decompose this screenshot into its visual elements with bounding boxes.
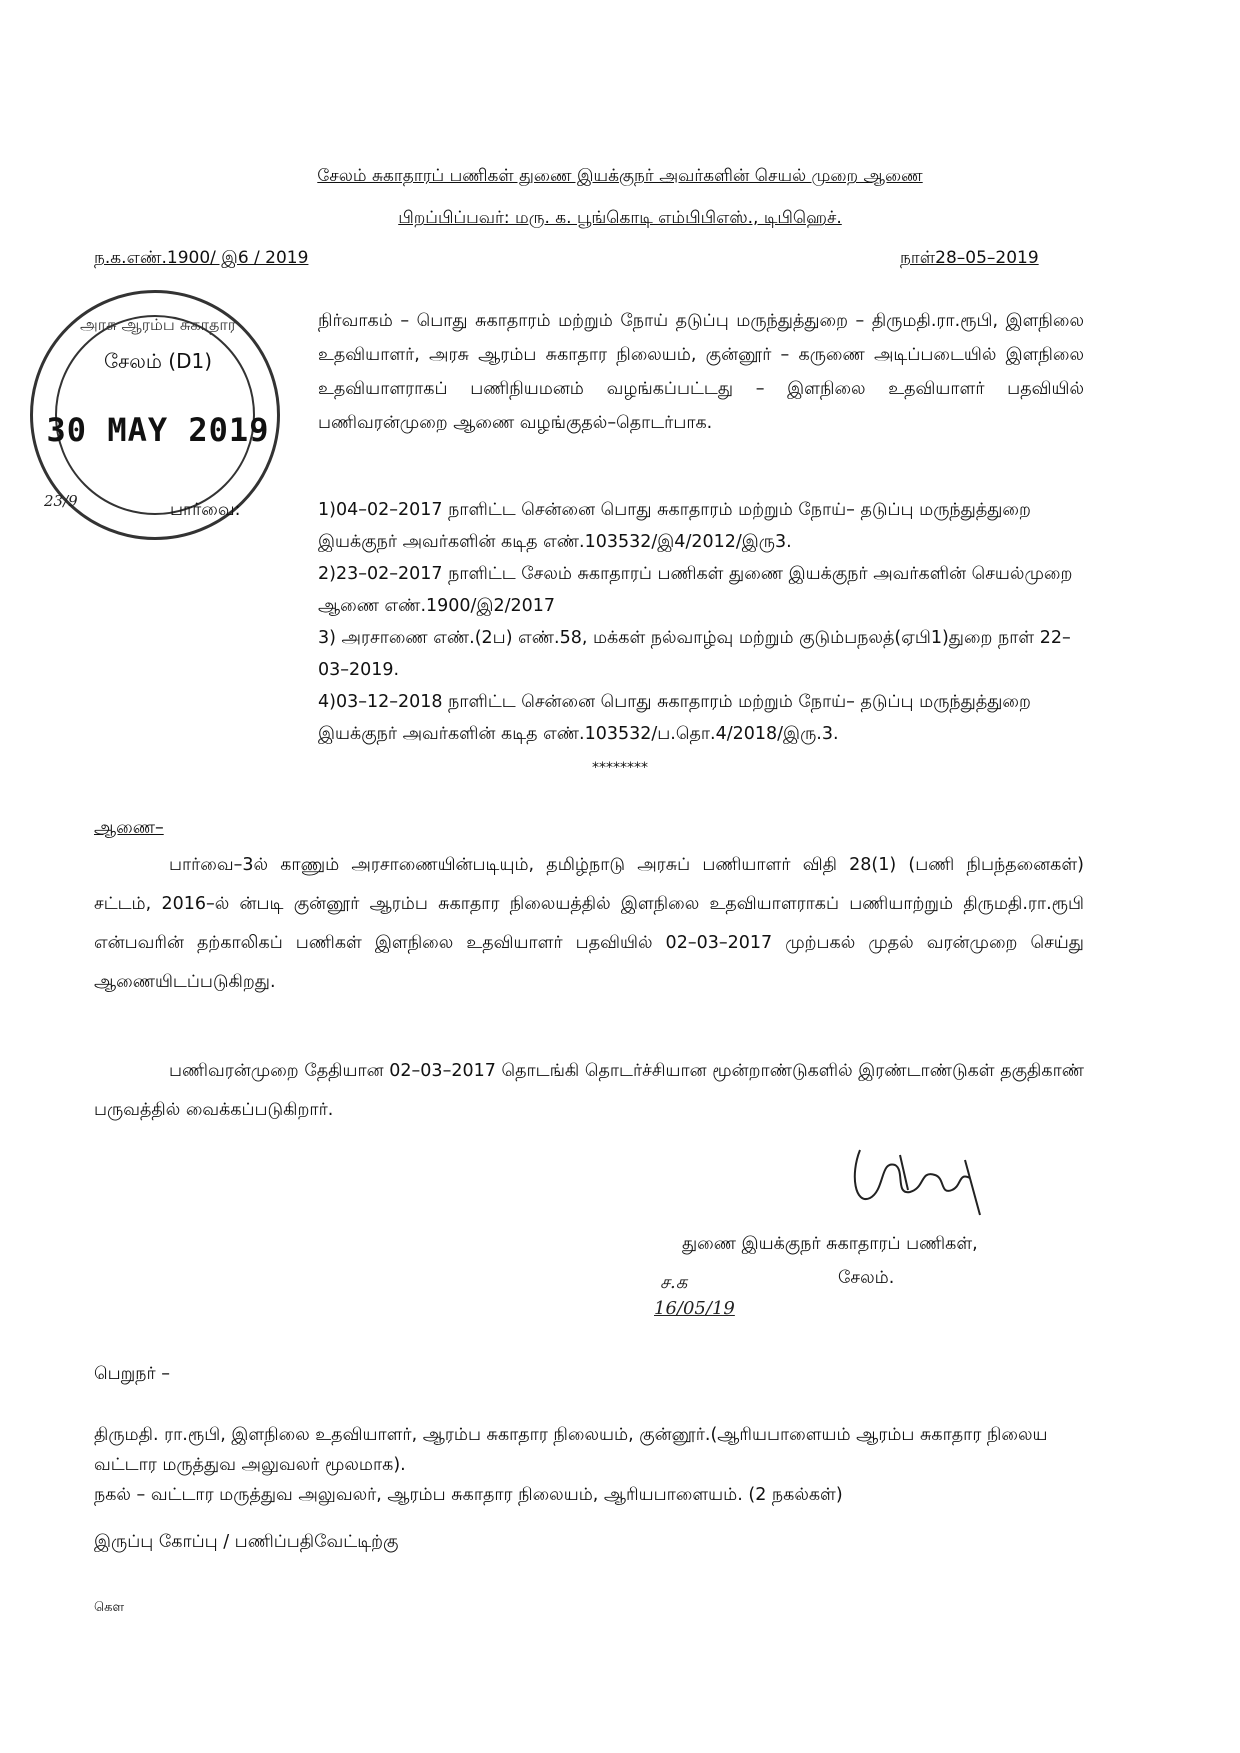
reference-item: 3) அரசாணை எண்.(2ப) எண்.58, மக்கள் நல்வாழ்வு மற்றும் குடும்பநலத்(ஏபி1)துறை நாள் 22–03–2019. — [318, 628, 1071, 680]
signature — [840, 1120, 990, 1220]
document-title: சேலம் சுகாதாரப் பணிகள் துணை இயக்குநர் அவர்களின் செயல் முறை ஆணை — [317, 166, 923, 186]
recipient-item: திருமதி. ரா.ரூபி, இளநிலை உதவியாளர், ஆரம்ப சுகாதார நிலையம், குன்னூர்.(ஆரியபாளையம் ஆரம்ப சுகாதார நிலைய வட்டார மருத்துவ அலுவலர் மூலமாக). — [94, 1425, 1048, 1475]
file-copy-line: இருப்பு கோப்பு / பணிப்பதிவேட்டிற்கு — [94, 1532, 399, 1552]
stamp-place: சேலம் (D1) — [103, 349, 213, 373]
order-heading: ஆணை– — [94, 818, 164, 838]
stamp-arc-text: அரசு ஆரம்ப சுகாதார — [79, 315, 236, 334]
issuer-line: பிறப்பிப்பவர்: மரு. க. பூங்கொடி எம்பிபிஎஸ்., டிபிஹெச். — [398, 208, 842, 228]
reference-item: 2)23–02–2017 நாளிட்ட சேலம் சுகாதாரப் பணிகள் துணை இயக்குநர் அவர்களின் செயல்முறை ஆணை எண்.1900/இ2/2017 — [318, 564, 1073, 616]
recipient-item: நகல் – வட்டார மருத்துவ அலுவலர், ஆரம்ப சுகாதார நிலையம், ஆரியபாளையம். (2 நகல்கள்) — [94, 1485, 843, 1505]
separator: ******** — [592, 760, 648, 776]
recipients-label: பெறுநர் – — [94, 1364, 170, 1384]
references-list — [318, 494, 1084, 750]
signatory-designation: துணை இயக்குநர் சுகாதாரப் பணிகள், — [682, 1234, 978, 1254]
order-paragraph-2: பணிவரன்முறை தேதியான 02–03–2017 தொடங்கி தொடர்ச்சியான மூன்றாண்டுகளில் இரண்டாண்டுகள் தகுதிகாண் பருவத்தில் வைக்கப்படுகிறார். — [94, 1061, 1084, 1120]
reference-item: 1)04–02–2017 நாளிட்ட சென்னை பொது சுகாதாரம் மற்றும் நோய்– தடுப்பு மருந்துத்துறை இயக்குநர் அவர்களின் கடித எண்.103532/இ4/2012/இரு3. — [318, 500, 1031, 552]
reference-item: 4)03–12–2018 நாளிட்ட சென்னை பொது சுகாதாரம் மற்றும் நோய்– தடுப்பு மருந்துத்துறை இயக்குநர் அவர்களின் கடித எண்.103532/ப.தொ.4/2018/இரு.3. — [318, 692, 1031, 744]
order-date: நாள்28–05–2019 — [900, 248, 1039, 268]
signatory-place: சேலம். — [838, 1268, 895, 1288]
footer-mark: கௌ — [94, 1600, 125, 1615]
stamp-handwritten-note: 23/9 — [44, 492, 78, 510]
reference-number: ந.க.எண்.1900/ இ6 / 2019 — [94, 248, 309, 268]
initials-note: ச.க — [660, 1272, 688, 1293]
recipients-list — [94, 1420, 1084, 1510]
order-paragraph-1: பார்வை–3ல் காணும் அரசாணையின்படியும், தமிழ்நாடு அரசுப் பணியாளர் விதி 28(1) (பணி நிபந்தனைகள்) சட்டம், 2016–ல் ன்படி குன்னூர் ஆரம்ப சுகாதார நிலையத்தில் இளநிலை உதவியாளராகப் பணியாற்றும் திருமதி.ரா.ரூபி என்பவரின் தற்காலிகப் பணிகள் இளநிலை உதவியாளர் பதவியில் 02–03–2017 முற்பகல் முதல் வரன்முறை செய்து ஆணையிடப்படுகிறது. — [94, 855, 1084, 992]
stamp-date: 30 MAY 2019 — [46, 411, 270, 449]
references-label: பார்வை: — [170, 500, 241, 520]
initials-date: 16/05/19 — [654, 1298, 735, 1319]
subject-paragraph: நிர்வாகம் – பொது சுகாதாரம் மற்றும் நோய் தடுப்பு மருந்துத்துறை – திருமதி.ரா.ரூபி, இளநிலை உதவியாளர், அரசு ஆரம்ப சுகாதார நிலையம், குன்னூர் – கருணை அடிப்படையில் இளநிலை உதவியாளராகப் பணிநியமனம் வழங்கப்பட்டது – இளநிலை உதவியாளர் பதவியில் பணிவரன்முறை ஆணை வழங்குதல்–தொடர்பாக. — [318, 311, 1084, 433]
